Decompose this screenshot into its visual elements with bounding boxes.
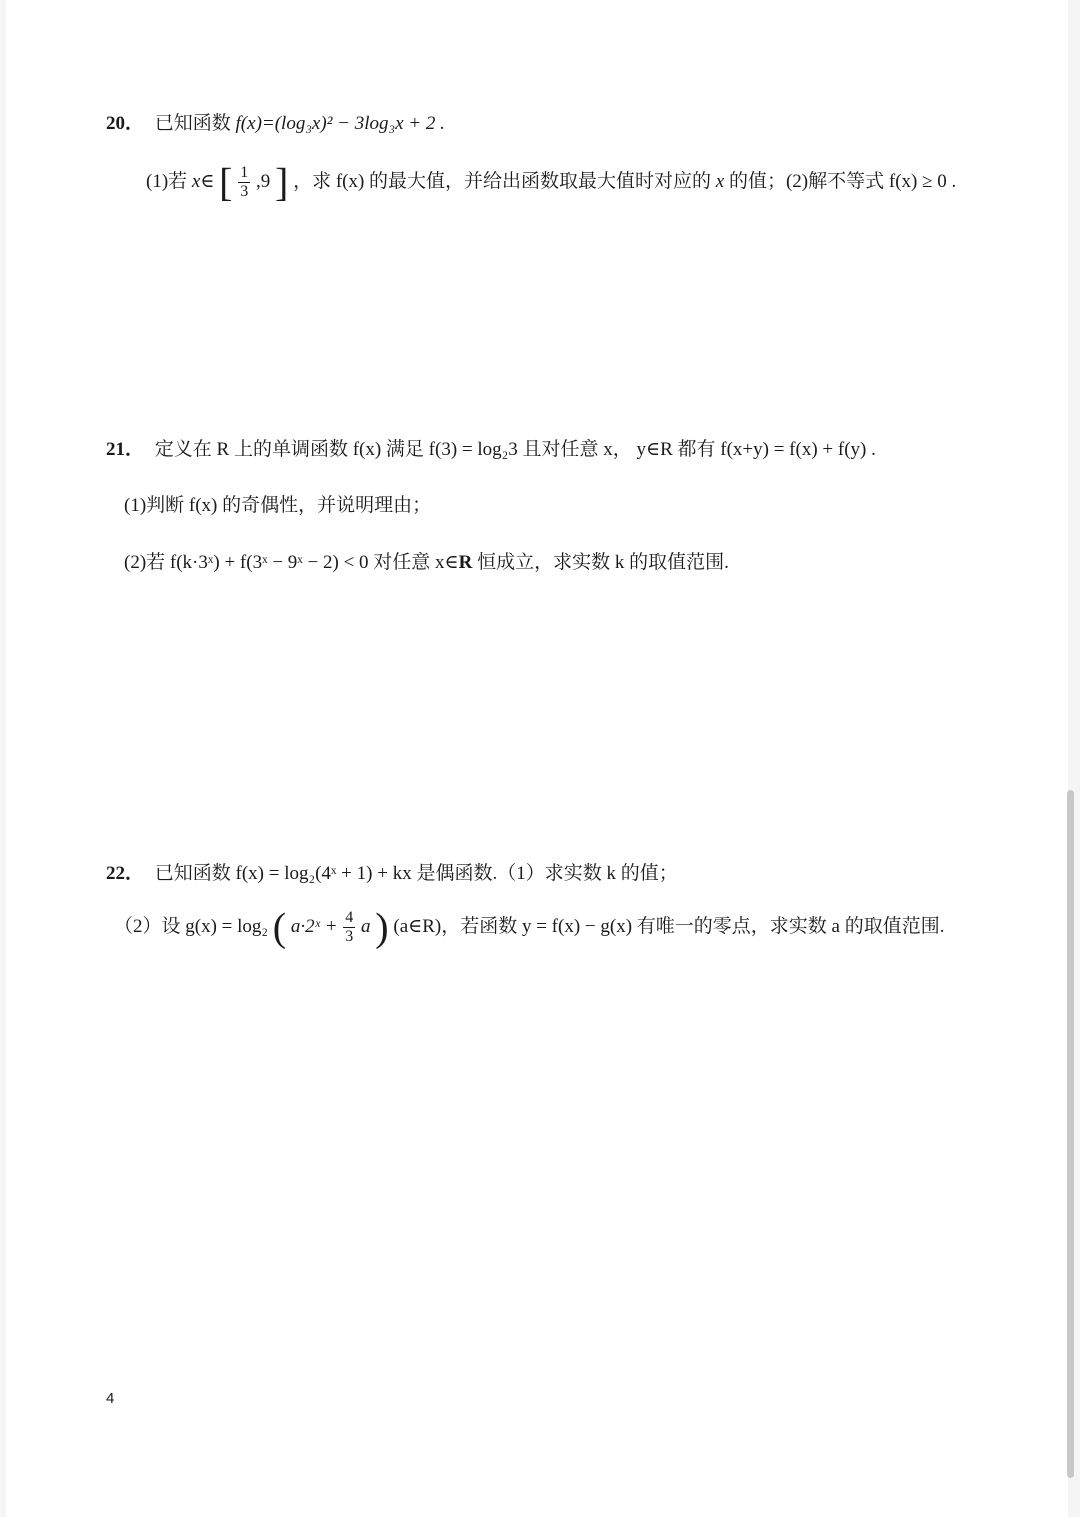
q22-part2 bbox=[114, 905, 944, 950]
document-page bbox=[6, 0, 1068, 1517]
q20-parts bbox=[146, 160, 956, 205]
q20-part1-label: (1)若 bbox=[146, 171, 188, 192]
q22-part2-end: (a∈R)，若函数 y = f(x) − g(x) 有唯一的零点，求实数 a 的取值范围. bbox=[393, 916, 945, 937]
q22-frac-den: 3 bbox=[345, 928, 354, 946]
q21-part2-set: R bbox=[458, 552, 473, 573]
q22-frac-num: 4 bbox=[345, 909, 354, 927]
q22-left-paren: ( bbox=[272, 904, 287, 950]
q20-part1-var: x∈ bbox=[191, 171, 215, 192]
q22-stem-text: 已知函数 f(x) = log₂(4ˣ + 1) + kx 是偶函数.（1）求实数 k 的值； bbox=[154, 863, 678, 884]
q20-fraction bbox=[238, 164, 250, 201]
q21-part2-pre: (2)若 f(k·3ˣ) + f(3ˣ − 9ˣ − 2) < 0 对任意 x∈ bbox=[124, 552, 459, 573]
q22-fraction bbox=[343, 909, 355, 946]
q20-stem-text: 已知函数 bbox=[154, 113, 231, 134]
q21-number: 21． bbox=[106, 439, 145, 460]
q20-part1-mid: ，求 f(x) 的最大值，并给出函数取最大值时对应的 bbox=[293, 171, 712, 192]
q21-part2 bbox=[124, 549, 729, 577]
q22-part2-pre: （2）设 g(x) = log₂ bbox=[114, 916, 269, 937]
q20-stem bbox=[106, 110, 445, 138]
q22-number: 22． bbox=[106, 863, 145, 884]
q21-stem-text: 定义在 R 上的单调函数 f(x) 满足 f(3) = log₂3 且对任意 x， y∈R 都有 f(x+y) = f(x) + f(y) . bbox=[154, 439, 876, 460]
vertical-scrollbar[interactable] bbox=[1067, 790, 1074, 1478]
page-number: 4 bbox=[106, 1390, 115, 1407]
q22-stem bbox=[106, 860, 678, 888]
q21-part1-text: (1)判断 f(x) 的奇偶性，并说明理由； bbox=[124, 495, 432, 516]
q20-number: 20． bbox=[106, 113, 145, 134]
q22-part2-a: a bbox=[361, 916, 371, 937]
q20-frac-num: 1 bbox=[240, 164, 249, 182]
interval-left-bracket: [ bbox=[219, 159, 233, 205]
q20-frac-den: 3 bbox=[240, 183, 249, 201]
q22-right-paren: ) bbox=[375, 904, 389, 950]
q20-stem-expr: f(x)=(log₃x)² − 3log₃x + 2 . bbox=[235, 113, 445, 134]
q20-part1-end: 的值；(2)解不等式 f(x) ≥ 0 . bbox=[728, 171, 957, 192]
q20-interval-tail: ,9 bbox=[255, 171, 271, 192]
q22-part2-inner: a·2ˣ + bbox=[290, 916, 343, 937]
interval-right-bracket: ] bbox=[274, 159, 289, 205]
q21-stem bbox=[106, 436, 876, 464]
q21-part1 bbox=[124, 492, 431, 520]
q21-part2-end: 恒成立，求实数 k 的取值范围. bbox=[472, 552, 729, 573]
q20-part1-x: x bbox=[715, 171, 725, 192]
